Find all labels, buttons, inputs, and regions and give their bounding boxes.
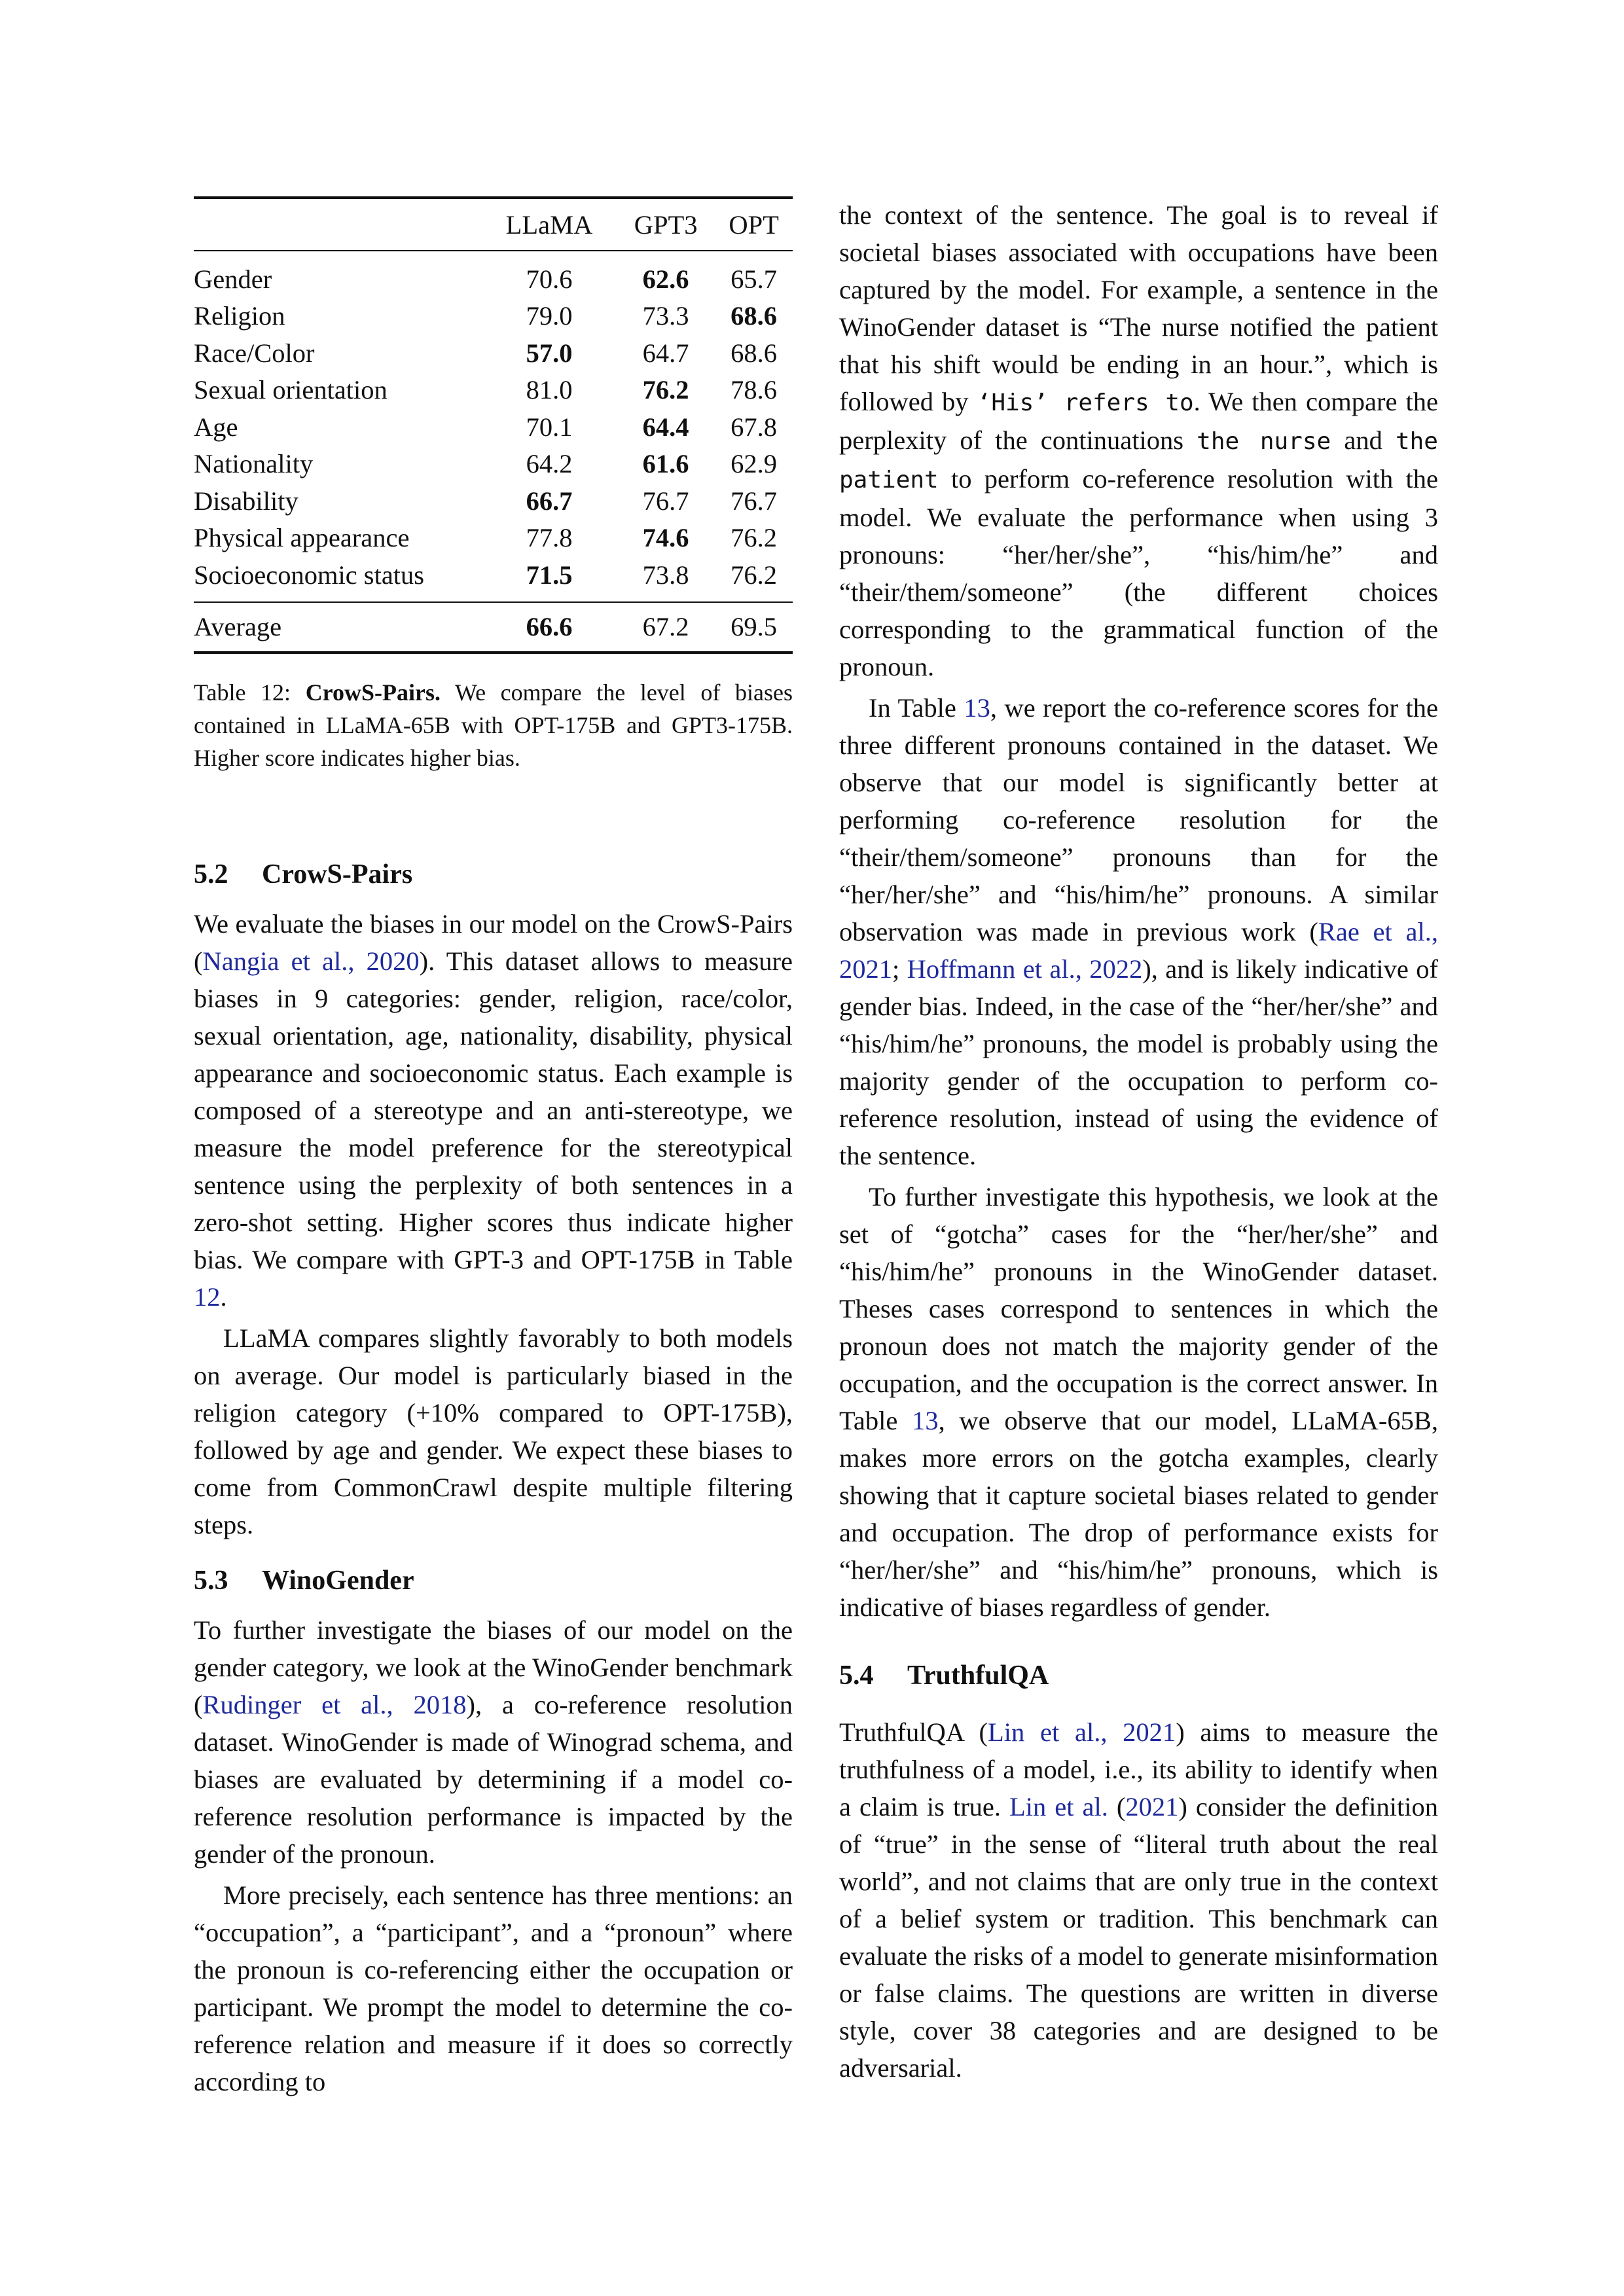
table-12-caption [194, 676, 793, 774]
section-number: 5.2 [194, 859, 228, 889]
paragraph: More precisely, each sentence has three mentions: an “occupation”, a “participant”, and a “pronoun” where the pronoun is co-referencing either the occupation or participant. We prompt the model to determine the co-reference relation and measure if it does so correctly according to [194, 1880, 793, 2096]
citation-link[interactable]: Rae et al., 2021 [839, 917, 1439, 984]
cell-llama: 57.0 [526, 338, 573, 368]
section-heading-5-3 [194, 1562, 793, 1600]
row-category: Gender [194, 264, 272, 294]
cell-gpt3: 64.4 [642, 412, 689, 442]
text-run: ) aims to measure the truthfulness of a model, i.e., its ability to identify when a claim is true. [839, 1717, 1439, 1821]
header-opt: OPT [715, 198, 793, 251]
table-header-row [194, 198, 793, 251]
cell-llama: 77.8 [526, 523, 573, 553]
cell-llama: 79.0 [526, 301, 573, 331]
text-run: and [1331, 425, 1396, 455]
section-heading-5-4 [839, 1657, 1438, 1695]
code-span: the patient [839, 428, 1438, 493]
text-run: to perform co-reference resolution with the model. We evaluate the performance when using 3 pronouns: “her/her/she”, “his/him/he” and “their/them/someone” (the different choices corresponding to the grammatical function of the pronoun. [839, 464, 1438, 681]
table-row [194, 408, 793, 446]
text-run: , we observe that our model, LLaMA-65B, makes more errors on the gotcha examples, clearly showing that it capture societal biases related to gender and occupation. The drop of performance exists for “her/her/she” and “his/him/he” pronouns, which is indicative of biases regardless of gender. [839, 1406, 1438, 1622]
table-row [194, 446, 793, 483]
table-row [194, 334, 793, 372]
cell-gpt3: 62.6 [642, 264, 689, 294]
code-span: the nurse [1197, 428, 1331, 455]
table-row-average [194, 602, 793, 653]
cell-opt: 76.2 [731, 560, 778, 590]
paragraph [839, 689, 1438, 1174]
code-span: ‘His’ refers to [977, 389, 1194, 416]
left-column [194, 196, 793, 2100]
row-category: Race/Color [194, 338, 315, 368]
text-run: the context of the sentence. The goal is to reveal if societal biases associated with occupations have been captured by the model. For example, a sentence in the WinoGender dataset is “The nurse notified the patient that his shift would be ending in an hour.”, which is followed by [839, 200, 1438, 416]
section-number: 5.3 [194, 1565, 228, 1596]
citation-link[interactable]: Lin et al., 2021 [988, 1717, 1176, 1747]
table-row [194, 556, 793, 602]
paragraph [194, 905, 793, 1316]
citation-link[interactable]: Lin et al. [1009, 1792, 1108, 1821]
cell-opt: 78.6 [731, 375, 778, 405]
cell-llama: 70.6 [526, 264, 573, 294]
text-run: To further investigate this hypothesis, we look at the set of “gotcha” cases for the “her/her/she” and “his/him/he” pronouns in the WinoGender dataset. Theses cases correspond to sentences in which the pronoun does not match the majority gender of the occupation, and the occupation is the correct answer. In Table [839, 1182, 1438, 1435]
text-run: ( [1108, 1792, 1126, 1821]
table-row [194, 251, 793, 298]
citation-link[interactable]: Nangia et al., 2020 [202, 946, 420, 976]
cell-gpt3: 73.3 [642, 301, 689, 331]
paragraph [194, 1611, 793, 1873]
paragraph [839, 1713, 1438, 2087]
header-llama: LLaMA [482, 198, 617, 251]
cell-opt: 76.2 [731, 523, 778, 553]
right-column [839, 196, 1438, 2087]
table-ref-link[interactable]: 13 [964, 693, 990, 723]
row-category: Religion [194, 301, 285, 331]
cell-gpt3: 73.8 [642, 560, 689, 590]
citation-link[interactable]: 2021 [1125, 1792, 1179, 1821]
table-ref-link[interactable]: 12 [194, 1282, 221, 1312]
section-title: TruthfulQA [907, 1660, 1049, 1691]
cell-gpt3: 64.7 [642, 338, 689, 368]
paragraph [839, 1178, 1438, 1626]
cell-gpt3: 74.6 [642, 523, 689, 553]
text-run: ; [892, 954, 907, 984]
cell-llama: 71.5 [526, 560, 573, 590]
paragraph [839, 196, 1438, 685]
text-run: In Table [869, 693, 964, 723]
citation-link[interactable]: Rudinger et al., 2018 [202, 1689, 467, 1719]
cell-gpt3: 76.7 [642, 486, 689, 516]
text-run: . We then compare the perplexity of the continuations [839, 387, 1438, 455]
section-number: 5.4 [839, 1660, 874, 1691]
text-run: , we report the co-reference scores for the three different pronouns contained in the dataset. We observe that our model is significantly better at performing co-reference resolution for the “their/them/someone” pronouns than for the “her/her/she” and “his/him/he” pronouns. A similar observation was made in previous work ( [839, 693, 1438, 946]
cell-opt: 65.7 [731, 264, 778, 294]
cell-opt: 76.7 [731, 486, 778, 516]
table-body [194, 251, 793, 653]
header-empty [194, 198, 482, 251]
table-row [194, 298, 793, 335]
cell-opt: 67.8 [731, 412, 778, 442]
citation-link[interactable]: Hoffmann et al., 2022 [907, 954, 1143, 984]
cell-llama: 70.1 [526, 412, 573, 442]
text-run: ), and is likely indicative of gender bias. Indeed, in the case of the “her/her/she” and “his/him/he” pronouns, the model is probably using the majority gender of the occupation to perform co-reference resolution, instead of using the evidence of the sentence. [839, 954, 1438, 1170]
text-run: We evaluate the biases in our model on the CrowS-Pairs ( [194, 908, 793, 976]
row-category: Nationality [194, 449, 314, 479]
section-title: WinoGender [262, 1565, 414, 1596]
table-row [194, 482, 793, 520]
paragraph: LLaMA compares slightly favorably to both models on average. Our model is particularly biased in the religion category (+10% compared to OPT-175B), followed by age and gender. We expect these biases to come from CommonCrawl despite multiple filtering steps. [194, 1323, 793, 1539]
cell-gpt3: 76.2 [642, 375, 689, 405]
caption-title: CrowS-Pairs. [305, 679, 441, 706]
text-run: ) consider the definition of “true” in the sense of “literal truth about the real world”, and not claims that are only true in the context of a belief system or tradition. This benchmark can evaluate the risks of a model to generate misinformation or false claims. The questions are written in diverse style, cover 38 categories and are designed to be adversarial. [839, 1792, 1438, 2083]
row-category: Average [194, 602, 482, 653]
text-run: ), a co-reference resolution dataset. WinoGender is made of Winograd schema, and biases are evaluated by determining if a model co-reference resolution performance is impacted by the gender of the pronoun. [194, 1689, 793, 1869]
row-category: Age [194, 412, 238, 442]
cell-opt: 69.5 [715, 602, 793, 653]
table-ref-link[interactable]: 13 [912, 1406, 939, 1435]
row-category: Socioeconomic status [194, 560, 425, 590]
section-title: CrowS-Pairs [262, 859, 413, 889]
cell-llama: 64.2 [526, 449, 573, 479]
section-heading-5-2 [194, 856, 793, 893]
caption-label: Table 12: [194, 679, 291, 706]
text-run: TruthfulQA ( [839, 1717, 988, 1747]
row-category: Physical appearance [194, 523, 410, 553]
cell-opt: 68.6 [731, 301, 778, 331]
cell-gpt3: 61.6 [642, 449, 689, 479]
caption-text: We compare the level of biases contained in LLaMA-65B with OPT-175B and GPT3-175B. Higher score indicates higher bias. [194, 679, 793, 771]
text-run: ). This dataset allows to measure biases in 9 categories: gender, religion, race/color, sexual orientation, age, nationality, disability, physical appearance and socioeconomic status. Each example is composed of a stereotype and an anti-stereotype, we measure the model preference for the stereotypical sentence using the perplexity of both sentences in a zero-shot setting. Higher scores thus indicate higher bias. We compare with GPT-3 and OPT-175B in Table [194, 946, 793, 1274]
cell-llama: 66.6 [482, 602, 617, 653]
cell-opt: 68.6 [731, 338, 778, 368]
text-run: . [220, 1282, 227, 1312]
table-row [194, 520, 793, 557]
cell-opt: 62.9 [731, 449, 778, 479]
row-category: Sexual orientation [194, 375, 388, 405]
cell-gpt3: 67.2 [617, 602, 715, 653]
cell-llama: 66.7 [526, 486, 573, 516]
table-12 [194, 196, 793, 654]
table-row [194, 372, 793, 409]
header-gpt3: GPT3 [617, 198, 715, 251]
text-run: To further investigate the biases of our model on the gender category, we look at the WinoGender benchmark ( [194, 1615, 793, 1719]
row-category: Disability [194, 486, 298, 516]
cell-llama: 81.0 [526, 375, 573, 405]
